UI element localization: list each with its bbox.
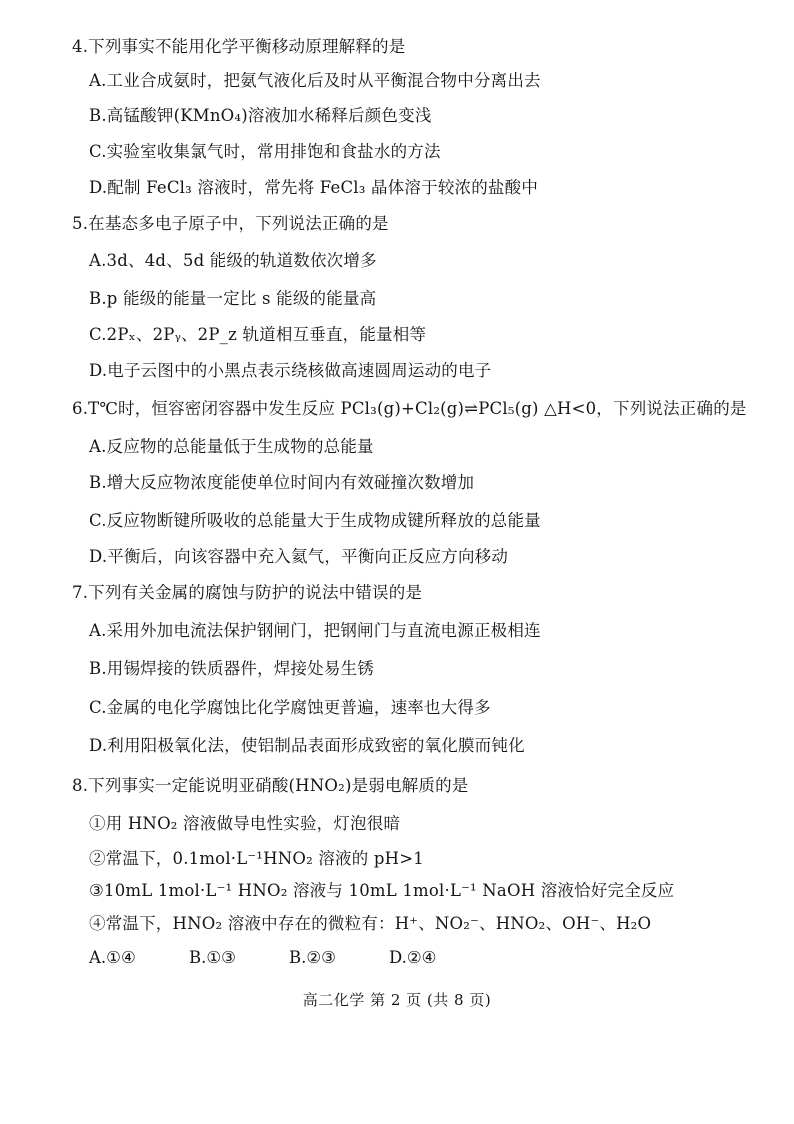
question-7-option-c: C.金属的电化学腐蚀比化学腐蚀更普遍，速率也大得多	[89, 698, 491, 717]
question-6-option-d: D.平衡后，向该容器中充入氦气，平衡向正反应方向移动	[89, 547, 509, 566]
question-7-option-a: A.采用外加电流法保护钢闸门，把钢闸门与直流电源正极相连	[89, 621, 541, 640]
question-8-choice-b: B.①③	[189, 948, 236, 967]
question-4-option-c: C.实验室收集氯气时，常用排饱和食盐水的方法	[89, 142, 441, 161]
question-6-stem: 6.T℃时，恒容密闭容器中发生反应 PCl₃(g)+Cl₂(g)⇌PCl₅(g) △H<0，下列说法正确的是	[72, 399, 747, 418]
question-8-statement-1: ①用 HNO₂ 溶液做导电性实验，灯泡很暗	[89, 814, 401, 833]
question-6-option-c: C.反应物断键所吸收的总能量大于生成物成键所释放的总能量	[89, 511, 541, 530]
question-8-statement-4: ④常温下，HNO₂ 溶液中存在的微粒有：H⁺、NO₂⁻、HNO₂、OH⁻、H₂O	[89, 914, 652, 933]
question-5-option-a: A.3d、4d、5d 能级的轨道数依次增多	[89, 251, 377, 270]
question-6-option-b: B.增大反应物浓度能使单位时间内有效碰撞次数增加	[89, 473, 475, 492]
question-8-statement-3: ③10mL 1mol·L⁻¹ HNO₂ 溶液与 10mL 1mol·L⁻¹ NaOH 溶液恰好完全反应	[89, 881, 675, 900]
question-8-choices	[89, 947, 489, 969]
question-5-option-d: D.电子云图中的小黑点表示绕核做高速圆周运动的电子	[89, 361, 492, 380]
question-4-option-b: B.高锰酸钾(KMnO₄)溶液加水稀释后颜色变浅	[89, 106, 432, 125]
question-4-option-a: A.工业合成氨时，把氨气液化后及时从平衡混合物中分离出去	[89, 71, 541, 90]
question-4-option-d: D.配制 FeCl₃ 溶液时，常先将 FeCl₃ 晶体溶于较浓的盐酸中	[89, 178, 539, 197]
question-5-stem: 5.在基态多电子原子中，下列说法正确的是	[72, 214, 389, 233]
question-8-statement-2: ②常温下，0.1mol·L⁻¹HNO₂ 溶液的 pH>1	[89, 849, 424, 868]
page-footer: 高二化学 第 2 页 (共 8 页)	[302, 991, 492, 1009]
question-5-option-c: C.2Pₓ、2Pᵧ、2P_z 轨道相互垂直，能量相等	[89, 325, 427, 344]
question-8-choice-d: D.②④	[389, 948, 437, 967]
question-8-choice-c: B.②③	[289, 948, 336, 967]
question-7-stem: 7.下列有关金属的腐蚀与防护的说法中错误的是	[72, 583, 423, 602]
question-8-choice-a: A.①④	[89, 948, 136, 967]
question-7-option-d: D.利用阳极氧化法，使铝制品表面形成致密的氧化膜而钝化	[89, 736, 525, 755]
question-8-stem: 8.下列事实一定能说明亚硝酸(HNO₂)是弱电解质的是	[72, 776, 469, 795]
question-7-option-b: B.用锡焊接的铁质器件，焊接处易生锈	[89, 659, 374, 678]
question-4-stem: 4.下列事实不能用化学平衡移动原理解释的是	[72, 37, 406, 56]
question-5-option-b: B.p 能级的能量一定比 s 能级的能量高	[89, 289, 377, 308]
question-6-option-a: A.反应物的总能量低于生成物的总能量	[89, 437, 374, 456]
